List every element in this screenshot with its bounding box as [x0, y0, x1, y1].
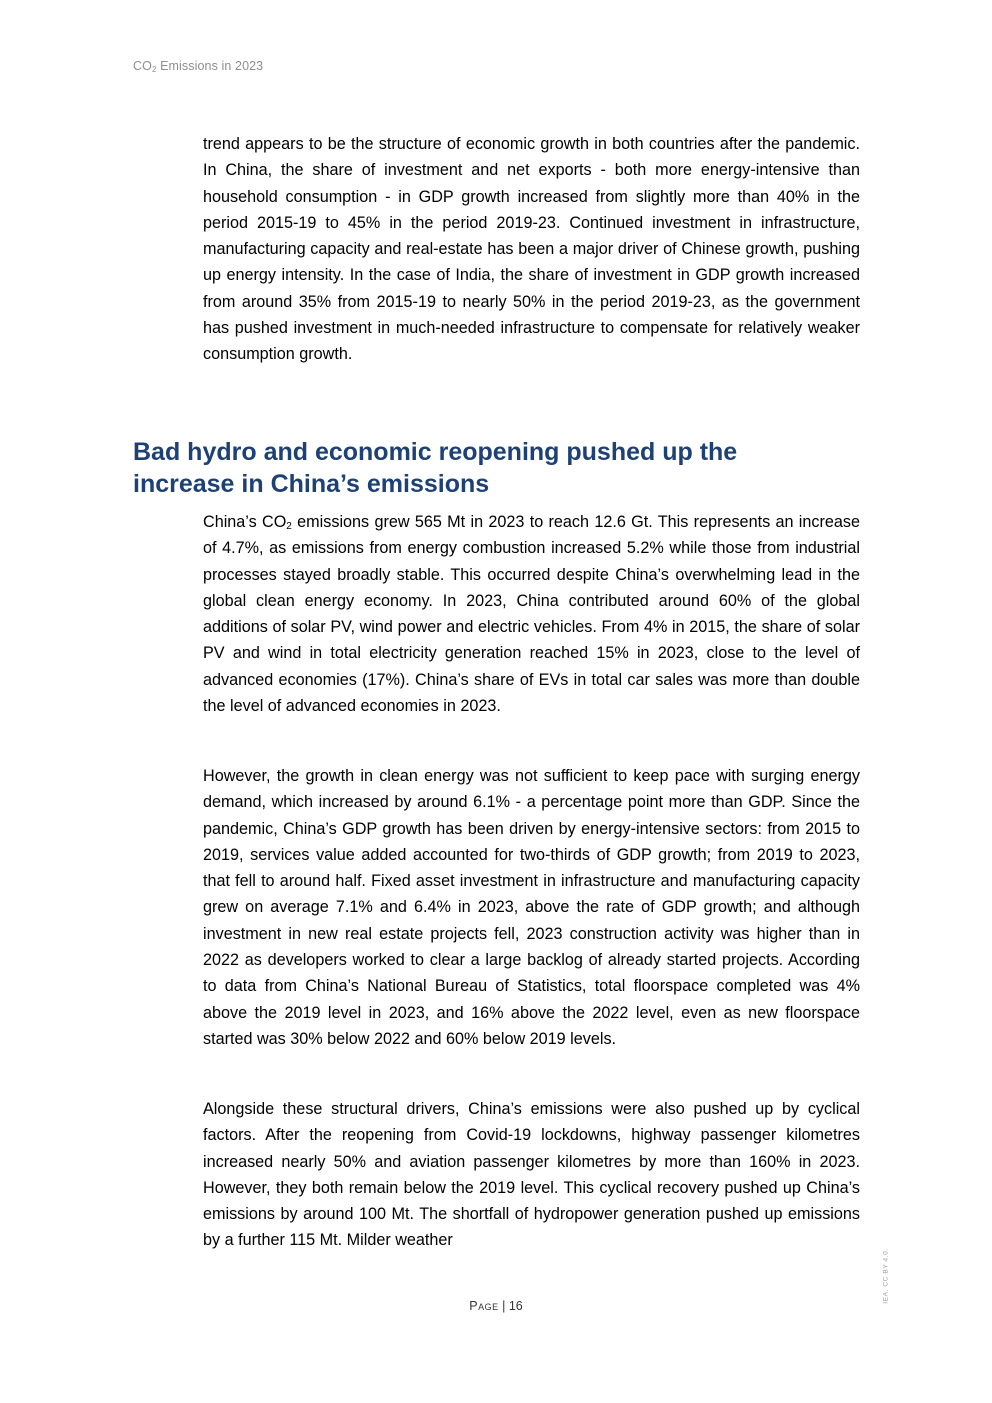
section-heading — [133, 436, 853, 500]
page-footer — [0, 1299, 992, 1313]
running-header — [133, 59, 263, 73]
paragraph-structure-of-growth: trend appears to be the structure of economic growth in both countries after the pandemic. In China, the share of investment and net exports - both more energy-intensive than household consumption - in GDP growth increased from slightly more than 40% in the period 2015-19 to 45% in the period 2019-23. Continued investment in infrastructure, manufacturing capacity and real-estate has been a major driver of Chinese growth, pushing up energy intensity. In the case of India, the share of investment in GDP growth increased from around 35% from 2015-19 to nearly 50% in the period 2019-23, as the government has pushed investment in much-needed infrastructure to compensate for relatively weaker consumption growth. — [203, 135, 860, 364]
paragraph-co2-subscript: 2 — [286, 521, 292, 532]
page-label: Page — [469, 1299, 499, 1313]
paragraph-china-emissions-growth — [203, 509, 860, 719]
license-text: IEA. CC BY 4.0. — [882, 1248, 890, 1304]
page-separator: | — [498, 1299, 509, 1313]
section-heading-line-1: Bad hydro and economic reopening pushed up the — [133, 438, 738, 466]
paragraph-china-emissions-prefix: China’s CO — [203, 513, 287, 531]
page-number: 16 — [508, 1299, 523, 1313]
paragraph-china-emissions-rest: emissions grew 565 Mt in 2023 to reach 12.6 Gt. This represents an increase of 4.7%, as emissions from energy combustion increased 5.2% while those from industrial processes stayed broadly stable. This occurred despite China’s overwhelming lead in the global clean energy economy. In 2023, China contributed around 60% of the global additions of solar PV, wind power and electric vehicles. From 4% in 2015, the share of solar PV and wind in total electricity generation reached 15% in 2023, close to the level of advanced economies (17%). China’s share of EVs in total car sales was more than double the level of advanced economies in 2023. — [203, 513, 860, 716]
paragraph-clean-energy-growth: However, the growth in clean energy was not sufficient to keep pace with surging energy demand, which increased by around 6.1% - a percentage point more than GDP. Since the pandemic, China’s GDP growth has been driven by energy-intensive sectors: from 2015 to 2019, services value added accounted for two-thirds of GDP growth; from 2019 to 2023, that fell to around half. Fixed asset investment in infrastructure and manufacturing capacity grew on average 7.1% and 6.4% in 2023, above the rate of GDP growth; and although investment in new real estate projects fell, 2023 construction activity was higher than in 2022 as developers worked to clear a large backlog of already started projects. According to data from China’s National Bureau of Statistics, total floorspace completed was 4% above the 2019 level in 2023, and 16% above the 2022 level, even as new floorspace started was 30% below 2022 and 60% below 2019 levels. — [203, 767, 860, 1048]
paragraph-cyclical-factors: Alongside these structural drivers, China’s emissions were also pushed up by cyclical factors. After the reopening from Covid-19 lockdowns, highway passenger kilometres increased nearly 50% and aviation passenger kilometres by more than 160% in 2023. However, they both remain below the 2019 level. This cyclical recovery pushed up China’s emissions by around 100 Mt. The shortfall of hydropower generation pushed up emissions by a further 115 Mt. Milder weather — [203, 1100, 860, 1250]
header-title-subscript: 2 — [151, 65, 157, 74]
header-title-prefix: CO — [133, 59, 152, 73]
section-heading-line-2: increase in China’s emissions — [133, 470, 490, 498]
header-title-suffix: Emissions in 2023 — [156, 59, 264, 73]
